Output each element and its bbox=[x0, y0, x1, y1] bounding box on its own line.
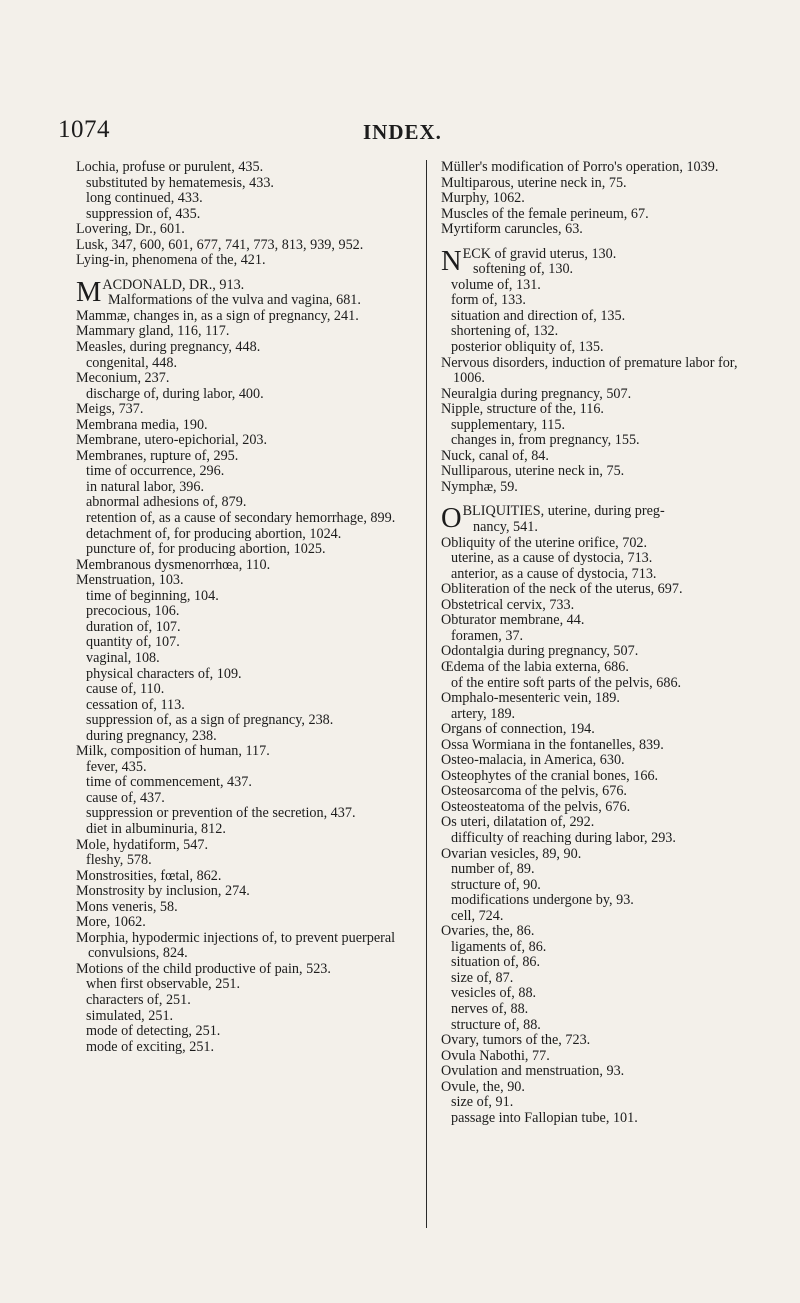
index-subentry: changes in, from pregnancy, 155. bbox=[451, 432, 640, 449]
index-subentry: simulated, 251. bbox=[86, 1007, 174, 1024]
index-subentry: ligaments of, 86. bbox=[451, 938, 547, 955]
index-subentry: congenital, 448. bbox=[86, 354, 178, 371]
index-subentry: supplementary, 115. bbox=[451, 416, 565, 433]
index-entry: Meconium, 237. bbox=[76, 370, 170, 387]
page-number: 1074 bbox=[58, 116, 110, 143]
index-entry: Obliteration of the neck of the uterus, 697. bbox=[441, 581, 683, 598]
index-subentry: difficulty of reaching during labor, 293. bbox=[451, 829, 676, 846]
index-subentry: in natural labor, 396. bbox=[86, 478, 205, 495]
index-subentry: duration of, 107. bbox=[86, 618, 181, 635]
index-entry: Mammæ, changes in, as a sign of pregnancy, 241. bbox=[76, 307, 359, 324]
index-entry: More, 1062. bbox=[76, 914, 146, 931]
index-entry: Multiparous, uterine neck in, 75. bbox=[441, 174, 627, 191]
index-entry: Osteosarcoma of the pelvis, 676. bbox=[441, 783, 627, 800]
index-entry: Müller's modification of Porro's operation, 1039. bbox=[441, 159, 719, 175]
entry-text: ECK of gravid uterus, 130. bbox=[462, 245, 617, 262]
index-entry: Lochia, profuse or purulent, 435. bbox=[76, 159, 264, 175]
index-subentry: cause of, 110. bbox=[86, 681, 165, 698]
index-subentry: suppression or prevention of the secretion, 437. bbox=[86, 805, 356, 822]
index-entry: Measles, during pregnancy, 448. bbox=[76, 339, 261, 356]
page-header bbox=[0, 116, 800, 146]
index-subentry: suppression of, as a sign of pregnancy, 238. bbox=[86, 712, 334, 729]
index-entry: Ovule, the, 90. bbox=[441, 1078, 525, 1095]
index-subentry: time of beginning, 104. bbox=[86, 587, 219, 604]
index-subentry: situation and direction of, 135. bbox=[451, 307, 626, 324]
index-entry: Ovula Nabothi, 77. bbox=[441, 1047, 550, 1064]
index-subentry: precocious, 106. bbox=[86, 603, 180, 620]
index-entry: Milk, composition of human, 117. bbox=[76, 743, 270, 760]
index-subentry: volume of, 131. bbox=[451, 276, 541, 293]
index-subentry: vaginal, 108. bbox=[86, 649, 160, 666]
index-subentry: nerves of, 88. bbox=[451, 1000, 529, 1017]
index-entry: Monstrosities, fœtal, 862. bbox=[76, 867, 222, 884]
index-entry: Ovarian vesicles, 89, 90. bbox=[441, 845, 582, 862]
index-subentry: anterior, as a cause of dystocia, 713. bbox=[451, 565, 657, 582]
index-subentry: of the entire soft parts of the pelvis, 686. bbox=[451, 674, 682, 691]
index-subentry: mode of detecting, 251. bbox=[86, 1023, 221, 1040]
entry-continuation: softening of, 130. bbox=[473, 261, 574, 278]
page-title: INDEX. bbox=[363, 120, 442, 144]
index-entry: Nuck, canal of, 84. bbox=[441, 447, 549, 464]
index-entry: Nymphæ, 59. bbox=[441, 478, 518, 495]
column-divider bbox=[426, 160, 427, 1228]
index-entry: Membranous dysmenorrhœa, 110. bbox=[76, 556, 271, 573]
index-entry: Nipple, structure of the, 116. bbox=[441, 401, 604, 418]
index-subentry: time of occurrence, 296. bbox=[86, 463, 225, 480]
index-subentry: cessation of, 113. bbox=[86, 696, 185, 713]
index-subentry: passage into Fallopian tube, 101. bbox=[451, 1109, 638, 1126]
entry-continuation: Malformations of the vulva and vagina, 681. bbox=[108, 292, 361, 309]
index-subentry: mode of exciting, 251. bbox=[86, 1038, 215, 1055]
index-entry: Myrtiform caruncles, 63. bbox=[441, 221, 583, 238]
entry-text: BLIQUITIES, uterine, during preg- bbox=[462, 503, 665, 520]
index-subentry: detachment of, for producing abortion, 1024. bbox=[86, 525, 342, 542]
index-entry: Muscles of the female perineum, 67. bbox=[441, 205, 649, 222]
index-entry: Meigs, 737. bbox=[76, 401, 144, 418]
index-subentry: size of, 91. bbox=[451, 1094, 514, 1111]
entry-continuation: nancy, 541. bbox=[473, 519, 538, 536]
index-subentry: physical characters of, 109. bbox=[86, 665, 242, 682]
index-entry: Organs of connection, 194. bbox=[441, 721, 595, 738]
index-entry: Monstrosity by inclusion, 274. bbox=[76, 883, 250, 900]
index-subentry: posterior obliquity of, 135. bbox=[451, 339, 604, 356]
right-index-column bbox=[441, 160, 759, 1126]
index-subentry: retention of, as a cause of secondary hemorrhage, 899. bbox=[86, 510, 396, 527]
drop-cap-letter: M bbox=[76, 276, 102, 308]
index-entry: Membrana media, 190. bbox=[76, 416, 208, 433]
index-entry: Lying-in, phenomena of the, 421. bbox=[76, 252, 266, 269]
index-subentry: characters of, 251. bbox=[86, 991, 191, 1008]
index-subentry: during pregnancy, 238. bbox=[86, 727, 217, 744]
index-entry: Nervous disorders, induction of premature labor for, 1006. bbox=[441, 354, 738, 387]
index-entry: Ovaries, the, 86. bbox=[441, 923, 535, 940]
index-entry: Obturator membrane, 44. bbox=[441, 612, 585, 629]
index-subentry: form of, 133. bbox=[451, 292, 526, 309]
index-entry: Osteophytes of the cranial bones, 166. bbox=[441, 767, 659, 784]
index-entry: Motions of the child productive of pain, 523. bbox=[76, 960, 331, 977]
section-first-entry bbox=[76, 278, 401, 309]
index-entry: Lusk, 347, 600, 601, 677, 741, 773, 813, 939, 952. bbox=[76, 236, 364, 253]
index-subentry: uterine, as a cause of dystocia, 713. bbox=[451, 550, 653, 567]
index-subentry: number of, 89. bbox=[451, 861, 535, 878]
index-subentry: suppression of, 435. bbox=[86, 205, 201, 222]
index-entry: Membrane, utero-epichorial, 203. bbox=[76, 432, 268, 449]
index-entry: Obliquity of the uterine orifice, 702. bbox=[441, 534, 648, 551]
index-entry: Ovary, tumors of the, 723. bbox=[441, 1032, 591, 1049]
index-entry: Omphalo-mesenteric vein, 189. bbox=[441, 690, 620, 707]
index-subentry: situation of, 86. bbox=[451, 954, 541, 971]
index-subentry: foramen, 37. bbox=[451, 627, 524, 644]
index-subentry: substituted by hematemesis, 433. bbox=[86, 174, 274, 191]
drop-cap-letter: N bbox=[441, 245, 462, 277]
index-entry: Morphia, hypodermic injections of, to prevent puerperal convulsions, 824. bbox=[76, 929, 396, 962]
index-entry: Mammary gland, 116, 117. bbox=[76, 323, 230, 340]
index-subentry: modifications undergone by, 93. bbox=[451, 892, 634, 909]
index-subentry: quantity of, 107. bbox=[86, 634, 180, 651]
index-entry: Mole, hydatiform, 547. bbox=[76, 836, 209, 853]
entry-text: ACDONALD, DR., 913. bbox=[102, 276, 245, 293]
section-first-entry bbox=[441, 504, 759, 535]
index-subentry: structure of, 90. bbox=[451, 876, 541, 893]
section-first-entry bbox=[441, 247, 759, 278]
index-entry: Osteo-malacia, in America, 630. bbox=[441, 752, 625, 769]
index-subentry: discharge of, during labor, 400. bbox=[86, 385, 264, 402]
index-entry: Murphy, 1062. bbox=[441, 190, 525, 207]
index-entry: Odontalgia during pregnancy, 507. bbox=[441, 643, 639, 660]
index-entry: Mons veneris, 58. bbox=[76, 898, 178, 915]
index-subentry: diet in albuminuria, 812. bbox=[86, 820, 226, 837]
index-entry: Obstetrical cervix, 733. bbox=[441, 596, 575, 613]
index-subentry: cell, 724. bbox=[451, 907, 504, 924]
index-entry: Lovering, Dr., 601. bbox=[76, 221, 185, 238]
index-subentry: fever, 435. bbox=[86, 758, 147, 775]
index-subentry: vesicles of, 88. bbox=[451, 985, 537, 1002]
index-entry: Œdema of the labia externa, 686. bbox=[441, 658, 629, 675]
index-entry: Membranes, rupture of, 295. bbox=[76, 447, 239, 464]
index-subentry: artery, 189. bbox=[451, 705, 516, 722]
index-entry: Osteosteatoma of the pelvis, 676. bbox=[441, 798, 631, 815]
index-subentry: long continued, 433. bbox=[86, 190, 203, 207]
index-subentry: abnormal adhesions of, 879. bbox=[86, 494, 247, 511]
index-entry: Ovulation and menstruation, 93. bbox=[441, 1063, 625, 1080]
index-subentry: puncture of, for producing abortion, 1025. bbox=[86, 541, 326, 558]
index-subentry: size of, 87. bbox=[451, 969, 514, 986]
index-entry: Neuralgia during pregnancy, 507. bbox=[441, 385, 632, 402]
index-subentry: when first observable, 251. bbox=[86, 976, 241, 993]
drop-cap-letter: O bbox=[441, 503, 462, 535]
index-entry: Nulliparous, uterine neck in, 75. bbox=[441, 463, 625, 480]
index-subentry: time of commencement, 437. bbox=[86, 774, 252, 791]
left-index-column bbox=[76, 160, 401, 1055]
index-subentry: fleshy, 578. bbox=[86, 852, 152, 869]
index-entry: Menstruation, 103. bbox=[76, 572, 184, 589]
index-subentry: shortening of, 132. bbox=[451, 323, 559, 340]
index-entry: Ossa Wormiana in the fontanelles, 839. bbox=[441, 736, 664, 753]
index-entry: Os uteri, dilatation of, 292. bbox=[441, 814, 595, 831]
index-subentry: cause of, 437. bbox=[86, 789, 165, 806]
index-subentry: structure of, 88. bbox=[451, 1016, 541, 1033]
